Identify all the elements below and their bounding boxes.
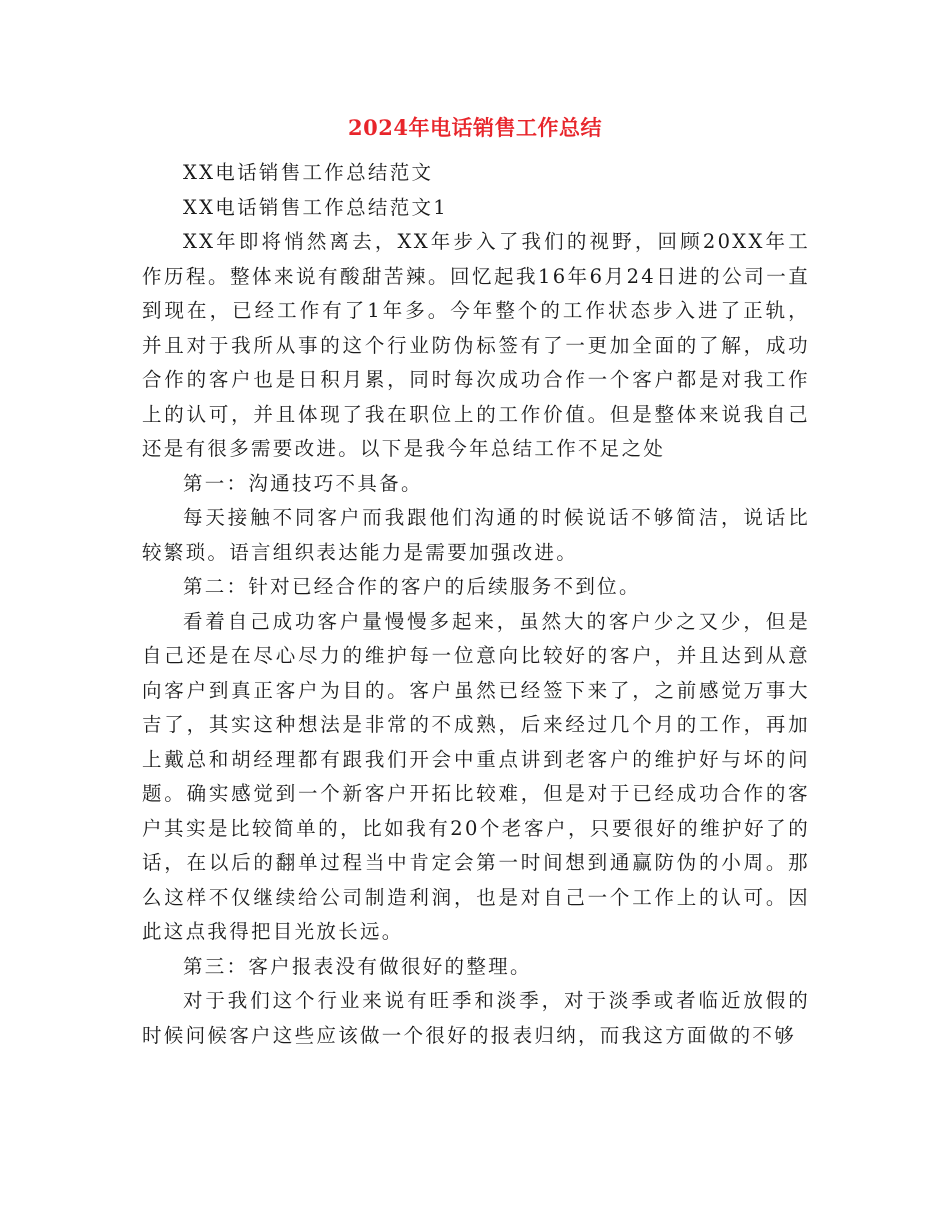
paragraph-point-1-body: 每天接触不同客户而我跟他们沟通的时候说话不够简洁，说话比较繁琐。语言组织表达能力是需要加强改进。	[142, 506, 810, 564]
paragraph-intro: XX年即将悄然离去，XX年步入了我们的视野，回顾20XX年工作历程。整体来说有酸甜苦辣。回忆起我16年6月24日进的公司一直到现在，已经工作有了1年多。今年整个的工作状态步入进了正轨，并且对于我所从事的这个行业防伪标签有了一更加全面的了解，成功合作的客户也是日积月累，同时每次成功合作一个客户都是对我工作上的认可，并且体现了我在职位上的工作价值。但是整体来说我自己还是有很多需要改进。以下是我今年总结工作不足之处	[142, 230, 810, 460]
paragraph-subtitle: XX电话销售工作总结范文	[182, 161, 434, 184]
paragraph-point-1: 第一：沟通技巧不具备。	[182, 471, 423, 495]
paragraph-point-3: 第三：客户报表没有做很好的整理。	[182, 954, 532, 978]
paragraph-heading: XX电话销售工作总结范文1	[182, 195, 449, 219]
paragraph-point-3-body: 对于我们这个行业来说有旺季和淡季，对于淡季或者临近放假的时候问候客户这些应该做一个很好的报表归纳，而我这方面做的不够	[142, 989, 810, 1047]
paragraph-point-2: 第二：针对已经合作的客户的后续服务不到位。	[182, 575, 641, 598]
document-title: 2024年电话销售工作总结	[348, 115, 602, 140]
document-body	[142, 156, 810, 1053]
paragraph-point-2-body: 看着自己成功客户量慢慢多起来，虽然大的客户少之又少，但是自己还是在尽心尽力的维护每一位意向比较好的客户，并且达到从意向客户到真正客户为目的。客户虽然已经签下来了，之前感觉万事大吉了，其实这种想法是非常的不成熟，后来经过几个月的工作，再加上戴总和胡经理都有跟我们开会中重点讲到老客户的维护好与坏的问题。确实感觉到一个新客户开拓比较难，但是对于已经成功合作的客户其实是比较简单的，比如我有20个老客户，只要很好的维护好了的话，在以后的翻单过程当中肯定会第一时间想到通赢防伪的小周。那么这样不仅继续给公司制造利润，也是对自己一个工作上的认可。因此这点我得把目光放长远。	[142, 609, 810, 943]
